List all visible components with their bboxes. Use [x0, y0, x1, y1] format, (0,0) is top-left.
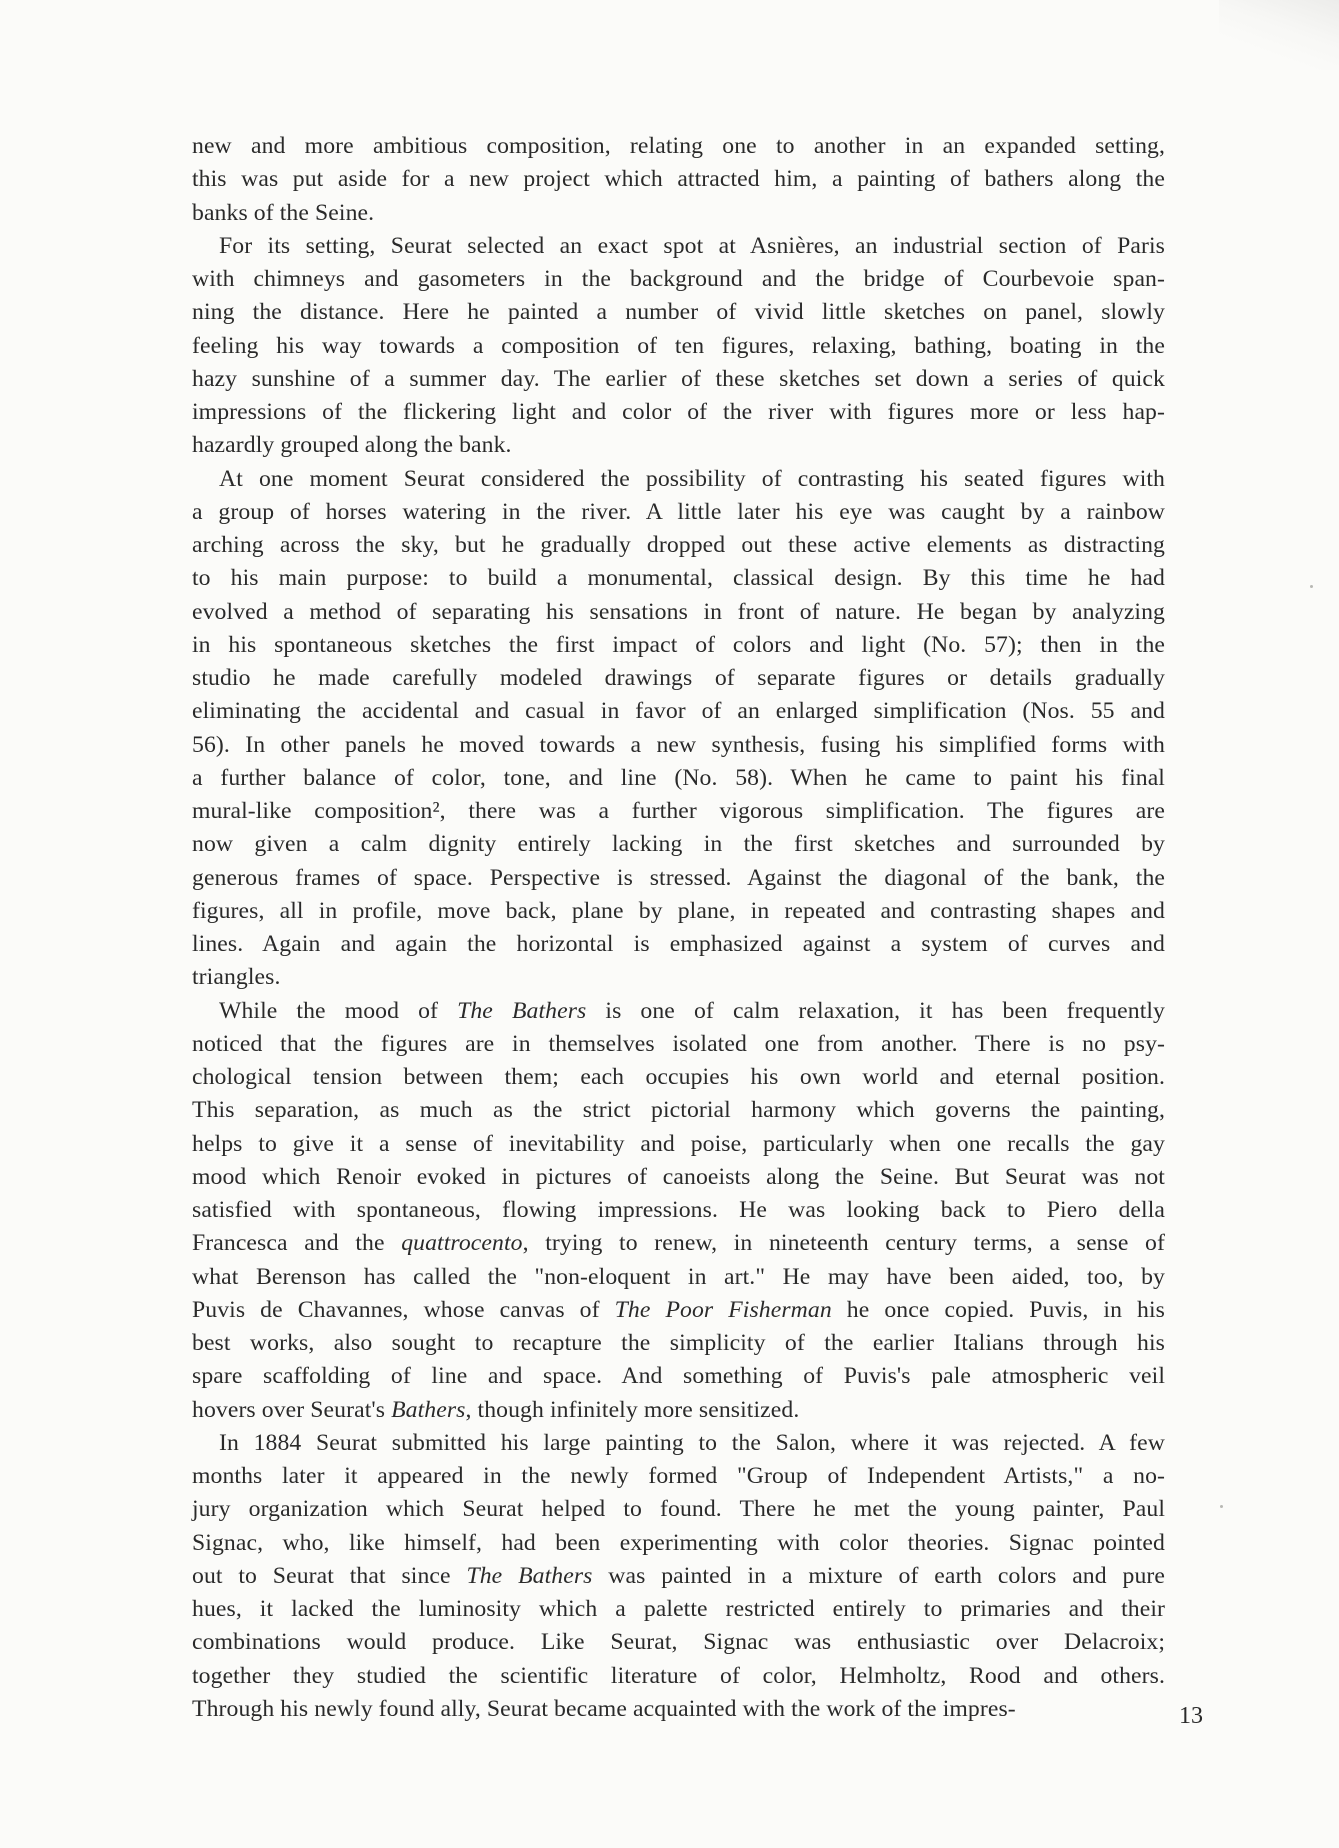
- text-line: ning the distance. Here he painted a number of vivid little sketches on panel, slowly: [192, 299, 1165, 326]
- paragraph: [165, 995, 1165, 1427]
- text-line: Through his newly found ally, Seurat became acquainted with the work of the impres-: [192, 1695, 1016, 1722]
- text-line: months later it appeared in the newly formed "Group of Independent Artists," a no-: [192, 1463, 1165, 1489]
- text-line: 56). In other panels he moved towards a new synthesis, fusing his simplified forms with: [192, 731, 1165, 758]
- paragraph: [165, 463, 1165, 995]
- paragraph: [165, 130, 1165, 230]
- text-line: studio he made carefully modeled drawings of separate figures or details gradually: [192, 665, 1165, 691]
- text-line: noticed that the figures are in themselves isolated one from another. There is no psy-: [192, 1030, 1165, 1057]
- text-line: hues, it lacked the luminosity which a palette restricted entirely to primaries and their: [192, 1596, 1165, 1622]
- text-line: banks of the Seine.: [192, 199, 375, 226]
- text-line: triangles.: [192, 964, 281, 991]
- text-line: eliminating the accidental and casual in favor of an enlarged simplification (Nos. 55 and: [192, 698, 1165, 725]
- text-line: arching across the sky, but he gradually dropped out these active elements as distracting: [192, 532, 1165, 558]
- text-line: generous frames of space. Perspective is stressed. Against the diagonal of the bank, the: [192, 864, 1165, 891]
- text-line: mural-like composition², there was a further vigorous simplification. The figures are: [192, 798, 1165, 824]
- text-line: While the mood of The Bathers is one of calm relaxation, it has been frequently: [219, 997, 1165, 1024]
- text-line: satisfied with spontaneous, flowing impressions. He was looking back to Piero della: [192, 1197, 1165, 1223]
- text-line: this was put aside for a new project which attracted him, a painting of bathers along the: [192, 166, 1165, 193]
- text-line: what Berenson has called the "non-eloquent in art." He may have been aided, too, by: [192, 1263, 1165, 1290]
- paragraph: [165, 1427, 1165, 1726]
- page-number: 13: [1179, 1703, 1203, 1729]
- text-line: For its setting, Seurat selected an exact spot at Asnières, an industrial section of Paris: [219, 232, 1165, 259]
- text-line: hazy sunshine of a summer day. The earlier of these sketches set down a series of quick: [192, 365, 1165, 392]
- text-line: Puvis de Chavannes, whose canvas of The Poor Fisherman he once copied. Puvis, in his: [192, 1296, 1165, 1323]
- text-line: best works, also sought to recapture the simplicity of the earlier Italians through his: [192, 1330, 1165, 1356]
- text-line: At one moment Seurat considered the possibility of contrasting his seated figures with: [219, 465, 1165, 492]
- text-line: to his main purpose: to build a monumental, classical design. By this time he had: [192, 565, 1165, 592]
- page-corner-shadow: [1219, 0, 1339, 70]
- text-line: hazardly grouped along the bank.: [192, 432, 512, 459]
- text-line: impressions of the flickering light and color of the river with figures more or less hap-: [192, 399, 1165, 425]
- text-line: In 1884 Seurat submitted his large painting to the Salon, where it was rejected. A few: [219, 1429, 1165, 1456]
- text-line: a group of horses watering in the river. A little later his eye was caught by a rainbow: [192, 498, 1165, 525]
- scan-speck: [1220, 1505, 1223, 1508]
- text-line: This separation, as much as the strict pictorial harmony which governs the painting,: [192, 1097, 1165, 1124]
- text-line: in his spontaneous sketches the first impact of colors and light (No. 57); then in the: [192, 631, 1165, 658]
- text-line: together they studied the scientific literature of color, Helmholtz, Rood and others.: [192, 1662, 1165, 1689]
- text-line: a further balance of color, tone, and line (No. 58). When he came to paint his final: [192, 764, 1165, 791]
- text-line: hovers over Seurat's Bathers, though infinitely more sensitized.: [192, 1396, 800, 1423]
- text-line: out to Seurat that since The Bathers was painted in a mixture of earth colors and pure: [192, 1562, 1165, 1589]
- text-line: mood which Renoir evoked in pictures of canoeists along the Seine. But Seurat was not: [192, 1163, 1165, 1190]
- text-line: now given a calm dignity entirely lacking in the first sketches and surrounded by: [192, 831, 1165, 858]
- text-line: lines. Again and again the horizontal is emphasized against a system of curves and: [192, 931, 1165, 957]
- text-line: Francesca and the quattrocento, trying to renew, in nineteenth century terms, a sense of: [192, 1230, 1165, 1257]
- body-text: [165, 130, 1165, 1726]
- text-line: Signac, who, like himself, had been experimenting with color theories. Signac pointed: [192, 1529, 1165, 1556]
- scan-speck: [1310, 585, 1313, 588]
- text-line: new and more ambitious composition, relating one to another in an expanded setting,: [192, 133, 1165, 159]
- text-line: figures, all in profile, move back, plane by plane, in repeated and contrasting shapes and: [192, 897, 1165, 924]
- text-line: chological tension between them; each occupies his own world and eternal position.: [192, 1064, 1165, 1090]
- text-line: with chimneys and gasometers in the background and the bridge of Courbevoie span-: [192, 266, 1165, 292]
- text-line: spare scaffolding of line and space. And something of Puvis's pale atmospheric veil: [192, 1363, 1165, 1390]
- text-line: jury organization which Seurat helped to found. There he met the young painter, Paul: [192, 1496, 1165, 1523]
- paragraph: [165, 230, 1165, 463]
- text-line: evolved a method of separating his sensations in front of nature. He began by analyzing: [192, 598, 1165, 625]
- text-line: combinations would produce. Like Seurat, Signac was enthusiastic over Delacroix;: [192, 1629, 1165, 1656]
- text-line: feeling his way towards a composition of ten figures, relaxing, bathing, boating in the: [192, 332, 1165, 359]
- text-line: helps to give it a sense of inevitability and poise, particularly when one recalls the gay: [192, 1130, 1165, 1157]
